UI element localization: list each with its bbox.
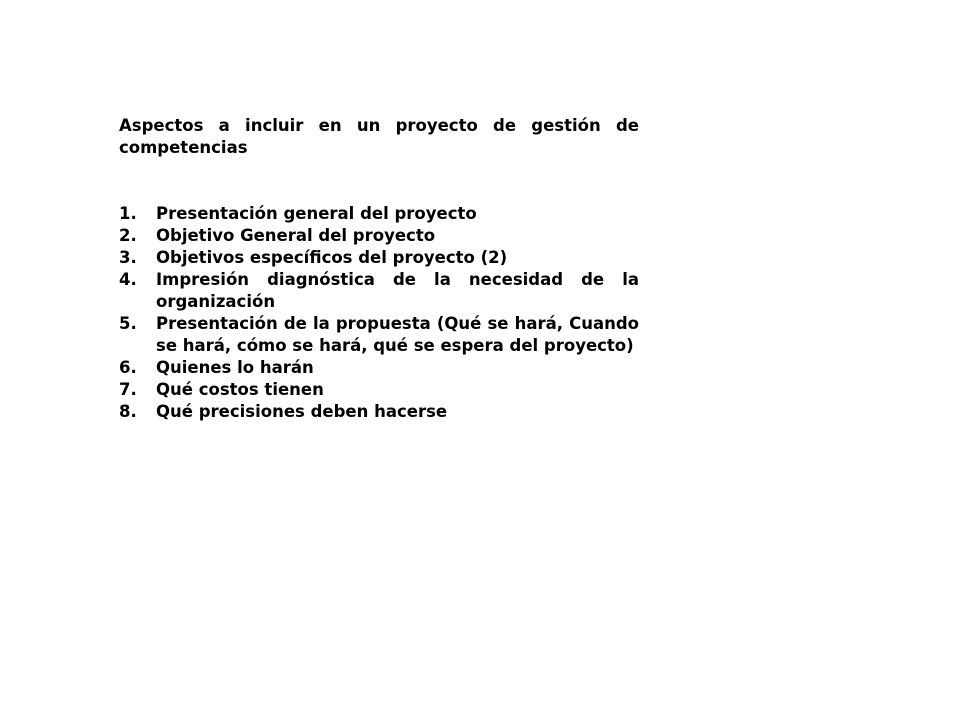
step-item (119, 313, 639, 357)
step-text: Presentación general del proyecto (156, 204, 477, 223)
step-number: 4. (119, 270, 137, 289)
step-text: Presentación de la propuesta (Qué se hará, Cuando se hará, cómo se hará, qué se espera del proyecto) (156, 314, 639, 355)
step-number: 6. (119, 358, 137, 377)
step-text: Qué precisiones deben hacerse (156, 402, 448, 421)
step-number: 3. (119, 248, 137, 267)
document-heading: Aspectos a incluir en un proyecto de gestión de competencias (119, 116, 639, 157)
step-text: Impresión diagnóstica de la necesidad de la organización (156, 270, 639, 311)
step-text: Objetivo General del proyecto (156, 226, 436, 245)
step-item (119, 225, 639, 247)
step-item (119, 269, 639, 313)
step-item (119, 203, 639, 225)
step-number: 8. (119, 402, 137, 421)
step-text: Objetivos específicos del proyecto (2) (156, 248, 508, 267)
step-item (119, 247, 639, 269)
step-number: 5. (119, 314, 137, 333)
step-number: 2. (119, 226, 137, 245)
steps-list (119, 203, 639, 423)
step-number: 1. (119, 204, 137, 223)
step-item (119, 401, 639, 423)
step-number: 7. (119, 380, 137, 399)
step-item (119, 357, 639, 379)
content-block (119, 115, 639, 423)
step-text: Qué costos tienen (156, 380, 324, 399)
step-item (119, 379, 639, 401)
step-text: Quienes lo harán (156, 358, 314, 377)
